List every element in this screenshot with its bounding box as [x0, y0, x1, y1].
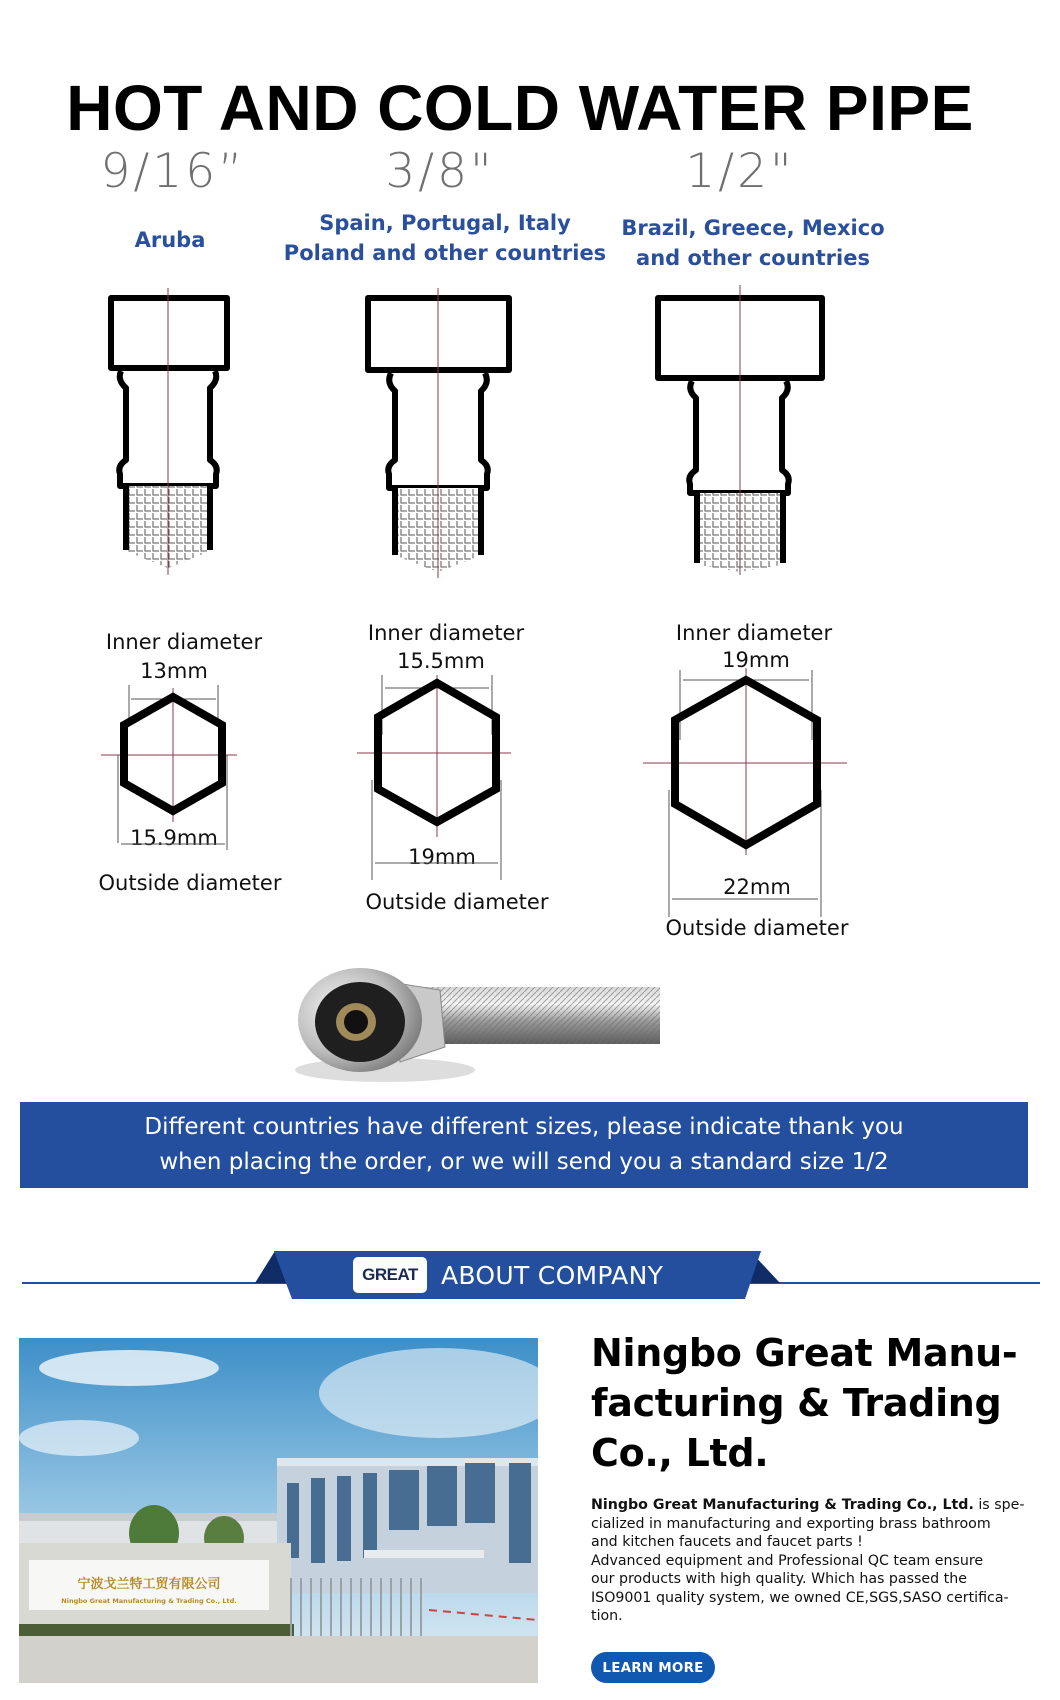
photo-sign-cn: 宁波戈兰特工贸有限公司: [77, 1577, 221, 1592]
size-label-3-8: 3/8": [385, 144, 495, 199]
inner-diameter-label-1: Inner diameter: [105, 630, 263, 654]
page-title: HOT AND COLD WATER PIPE: [66, 72, 974, 144]
body-line: tion.: [591, 1608, 623, 1624]
outside-diameter-label-3: Outside diameter: [665, 916, 849, 940]
inner-diameter-label-2: Inner diameter: [367, 621, 525, 645]
learn-more-button[interactable]: LEARN MORE: [591, 1652, 715, 1683]
country-line: Poland and other countries: [283, 241, 607, 265]
company-name-bold: Ningbo Great Manufacturing & Trading Co., Ltd.: [591, 1497, 974, 1513]
outer-diameter-value-1: 15.9mm: [130, 826, 218, 850]
notice-line: Different countries have different sizes, please indicate thank you: [144, 1114, 904, 1140]
outer-diameter-value-3: 22mm: [723, 875, 791, 899]
section-title: ABOUT COMPANY: [441, 1260, 664, 1290]
heading-line: facturing & Trading: [591, 1381, 1002, 1425]
inner-diameter-label-3: Inner diameter: [675, 621, 833, 645]
inner-diameter-value-2: 15.5mm: [397, 649, 485, 673]
inner-diameter-value-1: 13mm: [140, 659, 208, 683]
outside-diameter-label-2: Outside diameter: [365, 890, 549, 914]
section-header: [353, 1257, 663, 1293]
heading-line: Co., Ltd.: [591, 1431, 769, 1475]
countries-col-3: [583, 213, 923, 273]
size-notice-banner: [20, 1102, 1028, 1188]
body-line: cialized in manufacturing and exporting brass bathroom: [591, 1515, 991, 1532]
body-line: our products with high quality. Which has passed the: [591, 1571, 967, 1587]
country-line: and other countries: [636, 246, 870, 270]
inner-diameter-value-3: 19mm: [722, 648, 790, 672]
body-line: is spe-: [973, 1497, 1025, 1513]
company-name-heading: [591, 1328, 1051, 1478]
pipe-diagrams: [0, 280, 1060, 590]
company-description: [591, 1496, 1031, 1626]
country-line: Aruba: [134, 228, 206, 252]
outside-diameter-label-1: Outside diameter: [98, 871, 282, 895]
body-line: Advanced equipment and Professional QC team ensure: [591, 1552, 984, 1569]
countries-col-2: [275, 208, 615, 268]
size-label-9-16: 9/16”: [100, 144, 246, 199]
photo-sign-en: Ningbo Great Manufacturing & Trading Co., Ltd.: [61, 1597, 237, 1605]
country-line: Spain, Portugal, Italy: [319, 211, 571, 235]
country-line: Brazil, Greece, Mexico: [621, 216, 885, 240]
notice-line: when placing the order, or we will send you a standard size 1/2: [159, 1149, 889, 1175]
body-line: and kitchen faucets and faucet parts !: [591, 1534, 863, 1550]
heading-line: Ningbo Great Manu-: [591, 1331, 1018, 1375]
hex-cross-sections: [0, 640, 1060, 930]
body-line: ISO9001 quality system, we owned CE,SGS,SASO certifica-: [591, 1589, 1009, 1606]
braided-hose-image: [290, 962, 670, 1087]
outer-diameter-value-2: 19mm: [408, 845, 476, 869]
factory-photo: [19, 1338, 538, 1683]
great-logo: GREAT: [353, 1257, 427, 1293]
pipe-drawing-9-16: [111, 298, 227, 568]
size-label-1-2: 1/2": [685, 144, 795, 199]
